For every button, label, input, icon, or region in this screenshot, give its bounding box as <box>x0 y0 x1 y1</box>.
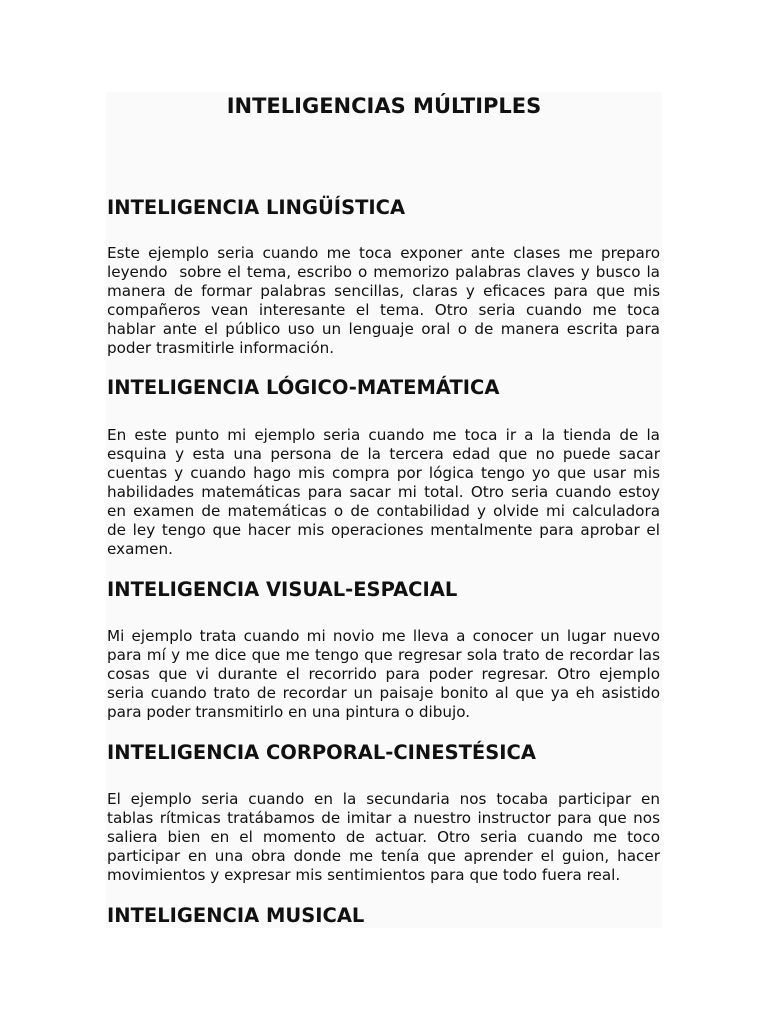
section-body-corporal-cinestesica: El ejemplo seria cuando en la secundaria nos tocaba participar en tablas rítmicas tratábamos de imitar a nuestro instructor para que nos saliera bien en el momento de actuar. Otro seria cuando me toco participar en una obra donde me tenía que aprender el guion, hacer movimientos y expresar mis sentimientos para que todo fuera real. <box>107 790 665 884</box>
section-heading-linguistica: INTELIGENCIA LINGÜÍSTICA <box>107 196 406 219</box>
section-heading-musical: INTELIGENCIA MUSICAL <box>107 904 365 927</box>
section-heading-logico-matematica: INTELIGENCIA LÓGICO-MATEMÁTICA <box>107 376 500 399</box>
section-body-logico-matematica: En este punto mi ejemplo seria cuando me toca ir a la tienda de la esquina y esta una persona de la tercera edad que no puede sacar cuentas y cuando hago mis compra por lógica tengo yo que usar mis habilidades matemáticas para sacar mi total. Otro seria cuando estoy en examen de matemáticas o de contabilidad y olvide mi calculadora de ley tengo que hacer mis operaciones mentalmente para aprobar el examen. <box>107 426 665 558</box>
section-heading-visual-espacial: INTELIGENCIA VISUAL-ESPACIAL <box>107 578 458 601</box>
document-title: INTELIGENCIAS MÚLTIPLES <box>226 94 542 118</box>
section-body-linguistica: Este ejemplo seria cuando me toca exponer ante clases me preparo leyendo sobre el tema, escribo o memorizo palabras claves y busco la manera de formar palabras sencillas, claras y eficaces para que mis compañeros vean interesante el tema. Otro seria cuando me toca hablar ante el público uso un lenguaje oral o de manera escrita para poder trasmitirle información. <box>107 244 665 357</box>
section-body-visual-espacial: Mi ejemplo trata cuando mi novio me lleva a conocer un lugar nuevo para mí y me dice que me tengo que regresar sola trato de recordar las cosas que vi durante el recorrido para poder regresar. Otro ejemplo seria cuando trato de recordar un paisaje bonito al que ya eh asistido para poder transmitirlo en una pintura o dibujo. <box>107 627 665 721</box>
section-heading-corporal-cinestesica: INTELIGENCIA CORPORAL-CINESTÉSICA <box>107 741 536 764</box>
